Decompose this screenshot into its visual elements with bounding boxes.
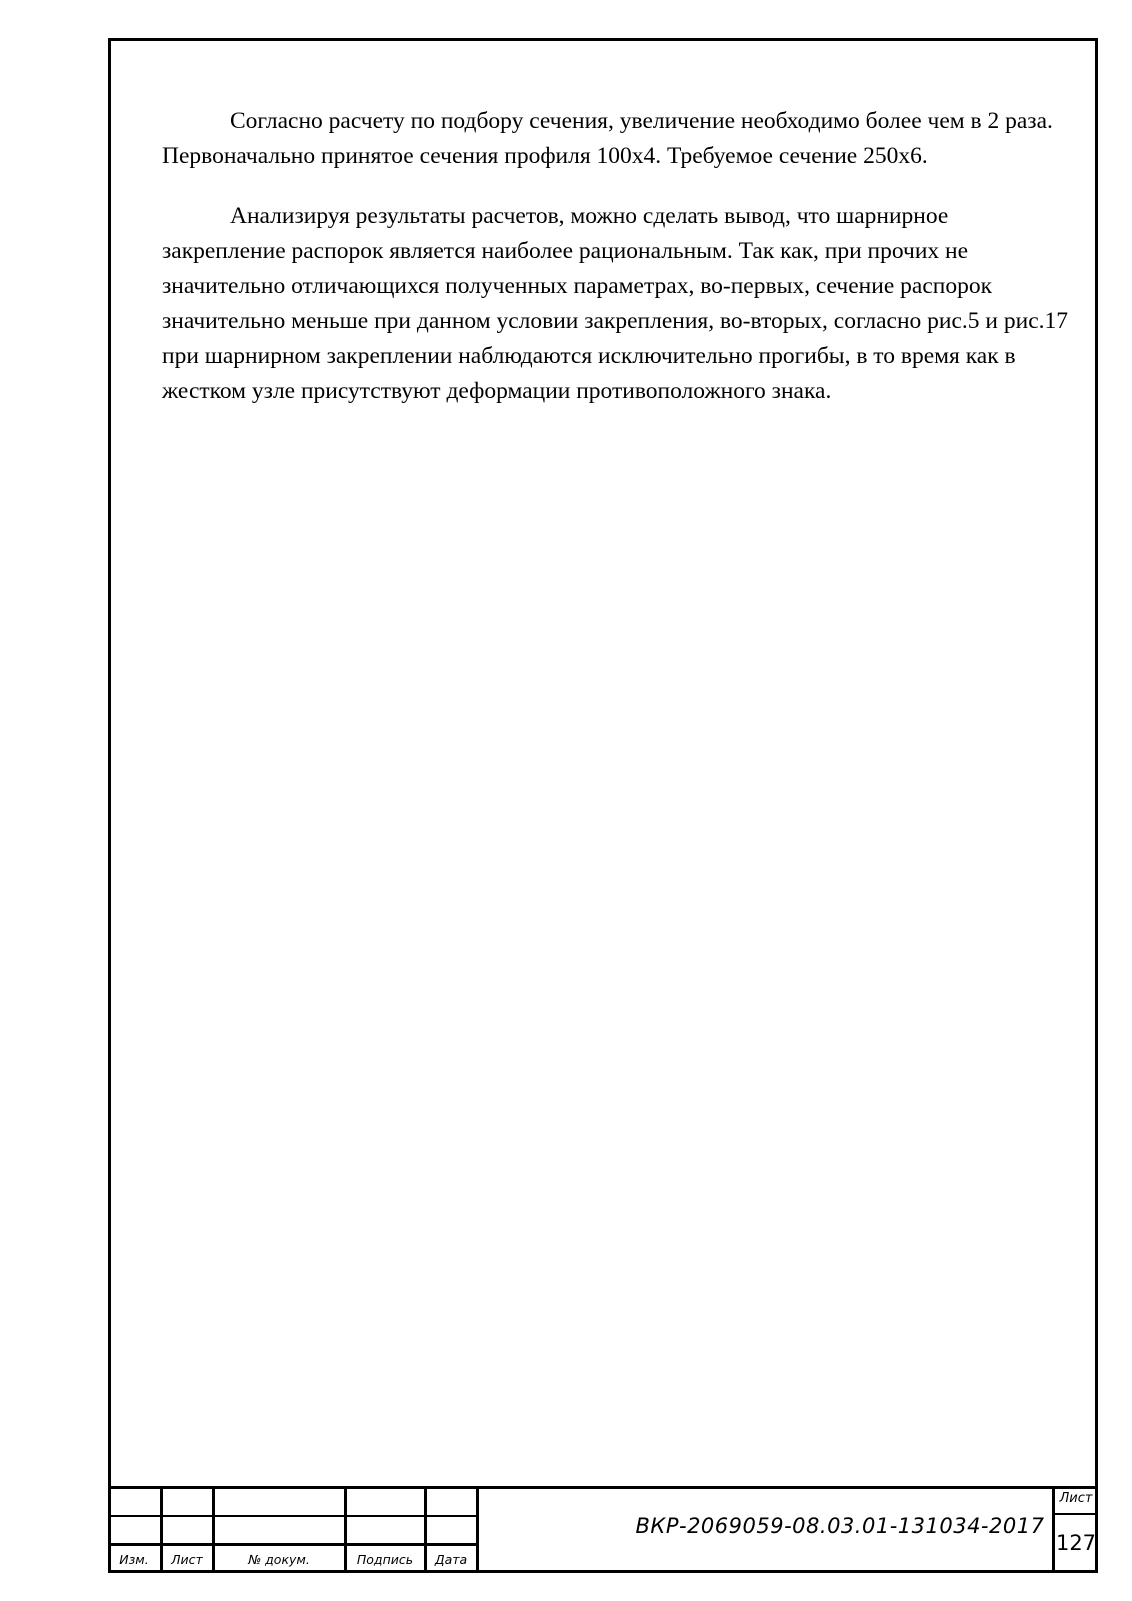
- title-block-top-line: [108, 1486, 1098, 1489]
- table-row-line: [108, 1543, 476, 1546]
- sheet-label: Лист: [1059, 1491, 1093, 1506]
- title-block: [108, 1486, 1098, 1573]
- col-label-change: Изм.: [119, 1552, 149, 1567]
- page-body: [162, 104, 1068, 434]
- col-label-doc-number: № докум.: [248, 1552, 310, 1567]
- paragraph: Анализируя результаты расчетов, можно сделать вывод, что шарнирное закрепление распорок является наиболее рациональным. Так как, при прочих не значительно отличающихся полученных параметрах, во-первых, сечение распорок значительно меньше при данном условии закрепления, во-вторых, согласно рис.5 и рис.17 при шарнирном закреплении наблюдаются исключительно прогибы, в то время как в жестком узле присутствуют деформации противоположного знака.: [162, 203, 1069, 404]
- document-code: ВКР-2069059-08.03.01-131034-2017: [635, 1514, 1045, 1538]
- col-label-signature: Подпись: [356, 1552, 414, 1567]
- table-col-line: [476, 1486, 479, 1573]
- col-label-sheet: Лист: [171, 1552, 203, 1567]
- paragraph: Согласно расчету по подбору сечения, увеличение необходимо более чем в 2 раза. Первоначально принятое сечения профиля 100х4. Требуемое сечение 250х6.: [162, 108, 1053, 169]
- table-row-line: [108, 1515, 476, 1517]
- sheet-number: 127: [1055, 1531, 1097, 1555]
- col-label-date: Дата: [434, 1552, 468, 1567]
